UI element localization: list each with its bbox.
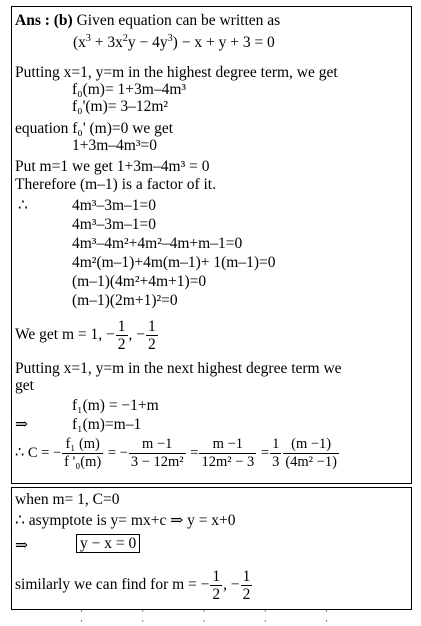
similarly-line: similarly we can find for m = − $\frac{1}{2}$ , − $\frac{1}{2}$ [15,568,251,603]
we-get-line: We get m = 1, − $\frac{1}{2}$ , − $\frac{1}{2}$ [15,318,156,353]
therefore-factor-line: Therefore (m–1) is a factor of it. [15,176,216,193]
implies-symbol: ⇒ [15,416,28,433]
putting-line-2a: Putting x=1, y=m in the next highest degree term we [15,360,342,377]
factor-step-5: (m–1)(4m²+4m+1)=0 [72,273,207,290]
asymptote-line: ∴ asymptote is y= mx+c ⇒ y = x+0 [15,512,236,529]
answer-intro-line [15,12,280,29]
factor-step-6: (m–1)(2m+1)²=0 [72,292,178,309]
fraction-half-1: $\frac{1}{2}$ [117,318,126,353]
answer-label: Ans : [15,12,50,29]
when-line: when m= 1, C=0 [15,491,120,508]
f1-line-1: f₁(m) = −1+m [72,397,159,414]
putting-line-1: Putting x=1, y=m in the highest degree term, we get [15,64,338,81]
putting-line-2b: get [15,377,34,394]
factor-step-3: 4m³–4m²+4m²–4m+m–1=0 [72,235,243,252]
f1-line-2: f₁(m)=m–1 [72,416,142,433]
boxed-result-wrapper [76,535,140,552]
fraction-half-2: $\frac{1}{2}$ [148,318,156,353]
f0-prime-line: f₀'(m)= 3–12m² [72,98,169,115]
f0-line: f₀(m)= 1+3m–4m³ [72,81,187,98]
equation-result-line: 1+3m–4m³=0 [72,137,157,154]
equation-intro-line: equation f₀' (m)=0 we get [15,120,174,137]
c-equation: ∴ C = − $\frac{\text{f₁ (m)}}{\text{f '₀(m)}}$ = − $\frac{m -1}{\text{3 − 12m²}}$ = $\frac{m -1}{\text{12m² − 3}}$ = $\frac{1}{3}$ $\frac{(m -1)}{\text{(4m² −1)}}$ [15,436,337,470]
intro-text: Given equation can be written as [76,12,281,29]
factor-step-1: 4m³–3m–1=0 [72,197,157,214]
put-m1-line: Put m=1 we get 1+3m–4m³ = 0 [15,158,210,175]
factor-step-4: 4m²(m–1)+4m(m–1)+ 1(m–1)=0 [72,254,276,271]
therefore-symbol: ∴ [18,197,28,214]
boxed-result: y − x = 0 [76,534,140,553]
implies-symbol-2: ⇒ [15,537,28,554]
given-equation: $(x^3 + 3x^2y - 4y^3) - x + y + 3 = 0$ [73,33,275,51]
factor-step-2: 4m³–3m–1=0 [72,216,157,233]
answer-option: (b) [53,12,73,29]
bottom-edge-marks: · · · · · · · · · · [80,606,356,626]
